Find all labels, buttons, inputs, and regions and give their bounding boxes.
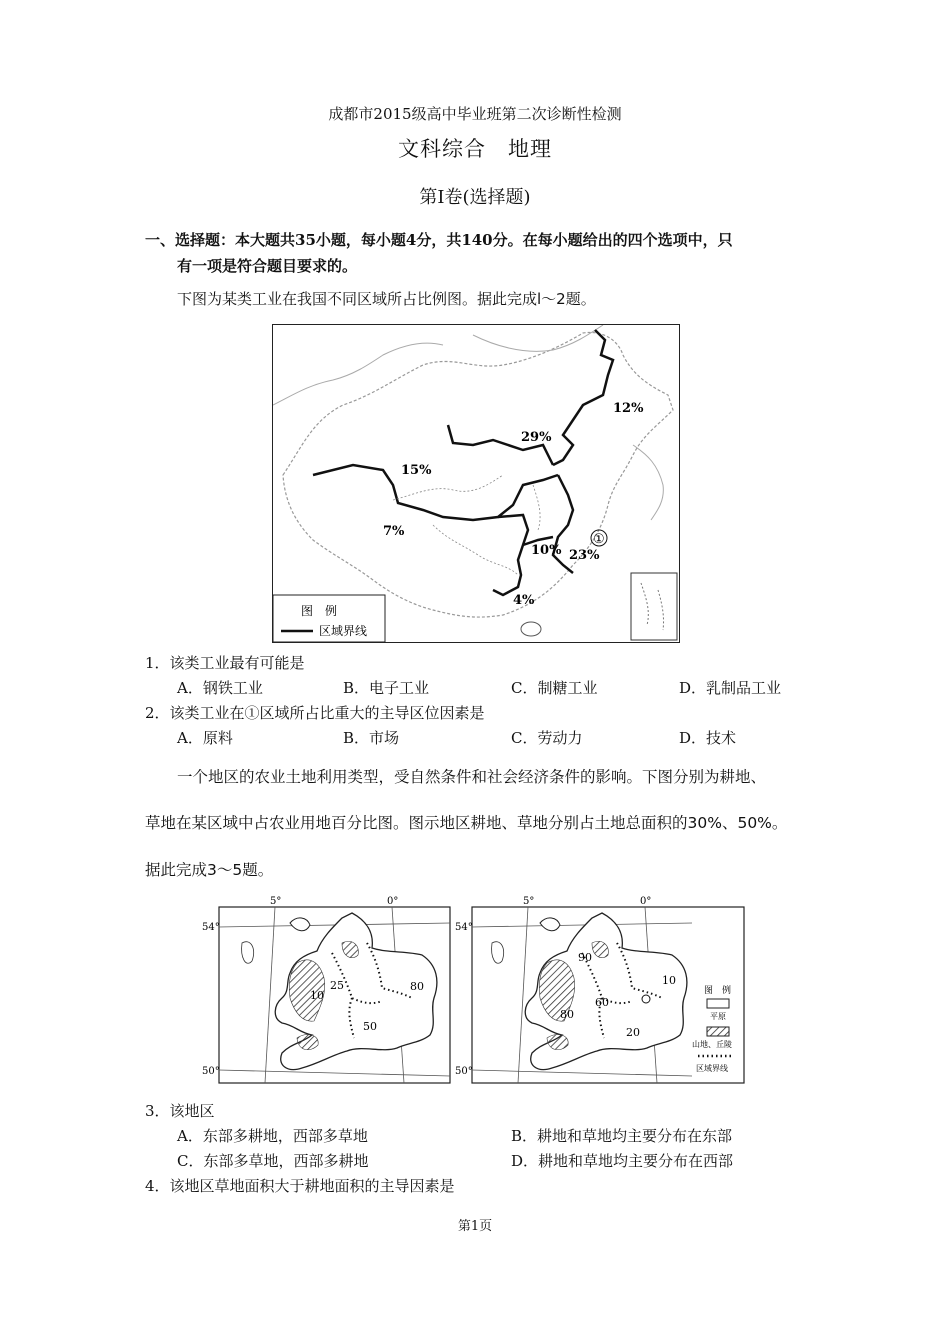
- uk-land-use-maps: [202, 893, 746, 1093]
- map2-legend-boundary: 区域界线: [696, 1064, 728, 1073]
- map1-pct-west: 7%: [383, 524, 405, 539]
- china-map-graphic: [273, 325, 679, 642]
- map2-left-lat-54: 54°: [202, 922, 220, 933]
- map2-legend-title: 图 例: [704, 986, 732, 996]
- q1-stem: 1．该类工业最有可能是: [145, 654, 305, 672]
- map2-left-value-west: 10: [310, 989, 324, 1002]
- map1-pct-central: 10%: [531, 543, 562, 558]
- map2-right-lat-54: 54°: [455, 922, 473, 933]
- map2-left-lon-5: 5°: [270, 896, 282, 907]
- q2-option-a: A．原料: [177, 729, 233, 747]
- map2-left-value-central: 25: [330, 979, 344, 992]
- map2-left-panel: [202, 896, 450, 1083]
- map2-right-value-north: 90: [578, 951, 592, 964]
- q1-option-b: B．电子工业: [343, 679, 430, 697]
- q3-option-d: D．耕地和草地均主要分布在西部: [511, 1152, 734, 1170]
- map2-left-lon-0: 0°: [387, 896, 399, 907]
- map2-right-lon-0: 0°: [640, 896, 652, 907]
- passage-2-line2: 草地在某区域中占农业用地百分比图。图示地区耕地、草地分别占土地总面积的30%、50%。: [145, 814, 788, 832]
- map2-legend-plain: 平原: [710, 1012, 726, 1021]
- map2-right-value-west: 80: [560, 1008, 574, 1021]
- map1-pct-north: 29%: [521, 430, 552, 445]
- map1-legend-item: 区域界线: [319, 624, 368, 638]
- map2-legend-upland: 山地、丘陵: [692, 1040, 732, 1049]
- instructions-line2: 有一项是符合题目要求的。: [177, 257, 358, 275]
- passage-1: 下图为某类工业在我国不同区域所占比例图。据此完成l～2题。: [177, 290, 596, 308]
- q2-option-b: B．市场: [343, 729, 400, 747]
- map2-right-value-central: 60: [595, 996, 609, 1009]
- q3-option-c: C．东部多草地，西部多耕地: [177, 1152, 369, 1170]
- map1-pct-nw: 15%: [401, 463, 432, 478]
- instructions-line1: 一、选择题：本大题共35小题，每小题4分，共140分。在每小题给出的四个选项中，只: [145, 231, 733, 249]
- exam-title: 成都市2015级高中毕业班第二次诊断性检测: [328, 105, 622, 123]
- page-number: 第1页: [457, 1219, 493, 1234]
- section-title: 第Ⅰ卷(选择题): [419, 187, 531, 208]
- map2-right-value-east: 10: [662, 974, 676, 987]
- map2-right-value-south: 20: [626, 1026, 640, 1039]
- q2-option-c: C．劳动力: [511, 729, 583, 747]
- map2-right-lon-5: 5°: [523, 896, 535, 907]
- map1-pct-east: 23%: [569, 548, 600, 563]
- q3-option-a: A．东部多耕地，西部多草地: [177, 1127, 368, 1145]
- map2-left-value-south: 50: [363, 1020, 377, 1033]
- map1-pct-ne: 12%: [613, 401, 644, 416]
- subject-title: 文科综合 地理: [398, 137, 552, 161]
- map2-left-value-east: 80: [410, 980, 424, 993]
- q1-option-d: D．乳制品工业: [679, 679, 782, 697]
- map2-right-lat-50: 50°: [455, 1066, 473, 1077]
- q2-stem: 2．该类工业在①区域所占比重大的主导区位因素是: [145, 704, 485, 722]
- q2-option-d: D．技术: [679, 729, 737, 747]
- map1-legend-title: 图 例: [301, 604, 338, 618]
- q1-option-c: C．制糖工业: [511, 679, 598, 697]
- map1-region-marker: ①: [593, 532, 605, 547]
- china-industry-map: [272, 324, 680, 643]
- passage-2-line3: 据此完成3～5题。: [145, 861, 274, 879]
- map2-right-panel: [455, 896, 744, 1083]
- q4-stem: 4．该地区草地面积大于耕地面积的主导因素是: [145, 1177, 455, 1195]
- q1-option-a: A．钢铁工业: [177, 679, 263, 697]
- passage-2-line1: 一个地区的农业土地利用类型，受自然条件和社会经济条件的影响。下图分别为耕地、: [177, 768, 767, 786]
- q3-option-b: B．耕地和草地均主要分布在东部: [511, 1127, 733, 1145]
- q3-stem: 3．该地区: [145, 1102, 215, 1120]
- map2-left-lat-50: 50°: [202, 1066, 220, 1077]
- map1-pct-south: 4%: [513, 593, 535, 608]
